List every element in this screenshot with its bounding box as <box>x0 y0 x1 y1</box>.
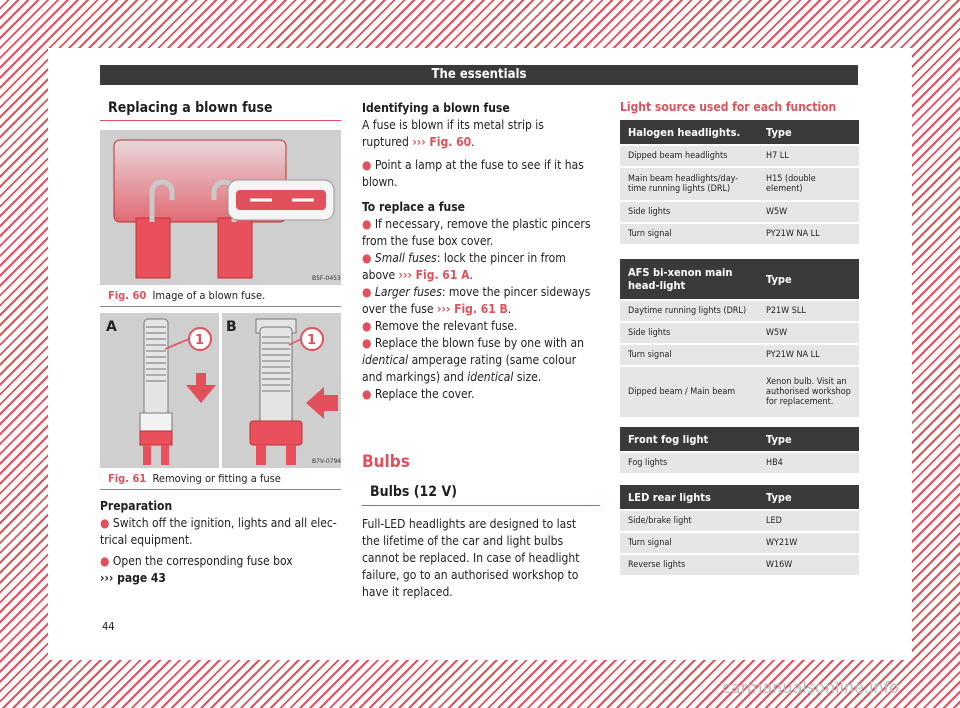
table-cell: HB4 <box>758 453 859 473</box>
table-cell: H7 LL <box>758 146 859 166</box>
bulbs-title: Bulbs <box>362 452 410 472</box>
table-row <box>620 555 859 575</box>
preparation-block: Preparation ● Switch off the ignition, lights and all elec-trical equipment. ● Open the corresponding fuse box ››› page 43 <box>100 498 345 587</box>
halogen-type-header: Type <box>758 120 859 144</box>
fig60-link[interactable]: ››› Fig. 60 <box>412 135 472 149</box>
replace-heading: To replace a fuse <box>362 200 465 214</box>
table-cell: W5W <box>758 323 859 343</box>
table-row <box>620 202 859 222</box>
table-cell: P21W SLL <box>758 301 859 321</box>
page-43-link[interactable]: ››› page 43 <box>100 571 166 585</box>
led-rear-header: LED rear lights <box>620 485 758 509</box>
fog-header: Front fog light <box>620 427 758 451</box>
identify-para: A fuse is blown if its metal strip is ruptured <box>362 118 544 149</box>
identical-1: identical <box>362 353 409 367</box>
replace-bullet-6: Replace the cover. <box>374 387 475 401</box>
replace-bullet-5a: Replace the blown fuse by one with an <box>374 336 584 350</box>
fig61b-link[interactable]: ››› Fig. 61 B <box>437 302 508 316</box>
fig61-caption-text: Removing or fitting a fuse <box>152 472 281 485</box>
afs-type-header: Type <box>758 259 859 299</box>
fuse-pincer-illustration <box>100 313 341 468</box>
replace-bullet-1: If necessary, remove the plastic pincers from the fuse box cover. <box>362 217 591 248</box>
fig61-callout-b: 1 <box>307 333 317 348</box>
fig60-image <box>100 130 341 285</box>
bulbs-paragraph: Full-LED headlights are designed to last the lifetime of the car and light bulbs cannot be replaced. In case of headlight failure, go to an authorised workshop to have it replaced. <box>362 517 580 599</box>
table-row <box>620 301 859 321</box>
table-cell: Dipped beam / Main beam <box>620 367 758 417</box>
replace-bullet-5b: amperage rating (same colour and markings) and <box>362 353 577 384</box>
fig60-number: Fig. 60 <box>108 289 147 302</box>
halogen-table <box>620 118 859 246</box>
table-cell: Side/brake light <box>620 511 758 531</box>
replace-bullet-3: : move the pincer sideways over the fuse <box>362 285 591 316</box>
table-cell: W5W <box>758 202 859 222</box>
fig61-image <box>100 313 341 468</box>
prep-bullet-2: Open the corresponding fuse box <box>112 554 293 568</box>
fig61-label-b: B <box>226 319 237 335</box>
replace-bullet-2: : lock the pincer in from above <box>362 251 566 282</box>
table-row <box>620 323 859 343</box>
table-row <box>620 533 859 553</box>
fog-type-header: Type <box>758 427 859 451</box>
replace-bullet-4: Remove the relevant fuse. <box>374 319 518 333</box>
watermark: carmanualsonline.info <box>722 678 900 697</box>
table-row <box>620 367 859 417</box>
identify-heading: Identifying a blown fuse <box>362 101 510 115</box>
bulbs-subtitle: Bulbs (12 V) <box>370 484 457 500</box>
bulbs-rule <box>362 505 600 506</box>
identify-block: Identifying a blown fuse A fuse is blown if its metal strip is ruptured ››› Fig. 60. ● Point a lamp at the fuse to see if it has blown. To replace a fuse ● If necessary, remove the plastic pincers from the fuse box cover. ● Small fuses: lock the pincer in from above ››› Fig. 61 A. ● Larger fuses: move the pincer sideways over the fuse ››› Fig. 61 B. ● Remove the relevant fuse. ● Replace the blown fuse by one with an identical amperage rating (same colour and markings) and identical size. ● Replace the cover. <box>362 101 591 401</box>
table-cell: PY21W NA LL <box>758 345 859 365</box>
afs-header: AFS bi-xenon main head-light <box>620 259 758 299</box>
halogen-header: Halogen headlights. <box>620 120 758 144</box>
table-cell: H15 (double element) <box>758 168 859 200</box>
fig61-callout-a: 1 <box>195 333 205 348</box>
fig61-rule <box>100 489 341 490</box>
table-cell: Dipped beam headlights <box>620 146 758 166</box>
light-table-title: Light source used for each function <box>620 100 837 114</box>
table-row <box>620 345 859 365</box>
led-rear-type-header: Type <box>758 485 859 509</box>
replace-bullet-5c: size. <box>516 370 542 384</box>
table-row <box>620 453 859 473</box>
prep-bullet-1: Switch off the ignition, lights and all elec-trical equipment. <box>100 516 337 547</box>
table-cell: Xenon bulb. Visit an authorised workshop for replacement. <box>758 367 859 417</box>
table-cell: Side lights <box>620 202 758 222</box>
table-cell: Fog lights <box>620 453 758 473</box>
table-cell: WY21W <box>758 533 859 553</box>
table-cell: Turn signal <box>620 224 758 244</box>
afs-table <box>620 257 859 419</box>
fig61-label-a: A <box>106 319 117 335</box>
table-cell: Daytime running lights (DRL) <box>620 301 758 321</box>
table-cell: Side lights <box>620 323 758 343</box>
section-title: Replacing a blown fuse <box>108 100 273 116</box>
fig60-caption <box>108 289 265 302</box>
fig60-rule <box>100 306 341 307</box>
fig61a-link[interactable]: ››› Fig. 61 A <box>398 268 470 282</box>
fig60-code: B5F-0453 <box>312 275 341 282</box>
running-header: The essentials <box>100 65 858 85</box>
section-rule <box>100 120 341 121</box>
lamp-bullet: Point a lamp at the fuse to see if it has blown. <box>362 158 584 189</box>
preparation-heading: Preparation <box>100 499 173 513</box>
table-cell: W16W <box>758 555 859 575</box>
fig60-caption-text: Image of a blown fuse. <box>152 289 266 302</box>
table-cell: Reverse lights <box>620 555 758 575</box>
table-row <box>620 168 859 200</box>
table-cell: LED <box>758 511 859 531</box>
fig61-number: Fig. 61 <box>108 472 147 485</box>
table-cell: PY21W NA LL <box>758 224 859 244</box>
table-cell: Main beam headlights/day-time running lights (DRL) <box>620 168 758 200</box>
table-row <box>620 511 859 531</box>
small-fuses-label: Small fuses <box>374 251 437 265</box>
larger-fuses-label: Larger fuses <box>374 285 442 299</box>
table-cell: Turn signal <box>620 345 758 365</box>
table-row <box>620 224 859 244</box>
fig61-caption <box>108 472 281 485</box>
table-row <box>620 146 859 166</box>
blown-fuse-illustration <box>100 130 341 285</box>
fog-table <box>620 425 859 475</box>
fig61-code: B7V-0794 <box>312 458 341 465</box>
identical-2: identical <box>467 370 514 384</box>
page-number: 44 <box>102 620 115 633</box>
table-cell: Turn signal <box>620 533 758 553</box>
led-rear-table <box>620 483 859 577</box>
